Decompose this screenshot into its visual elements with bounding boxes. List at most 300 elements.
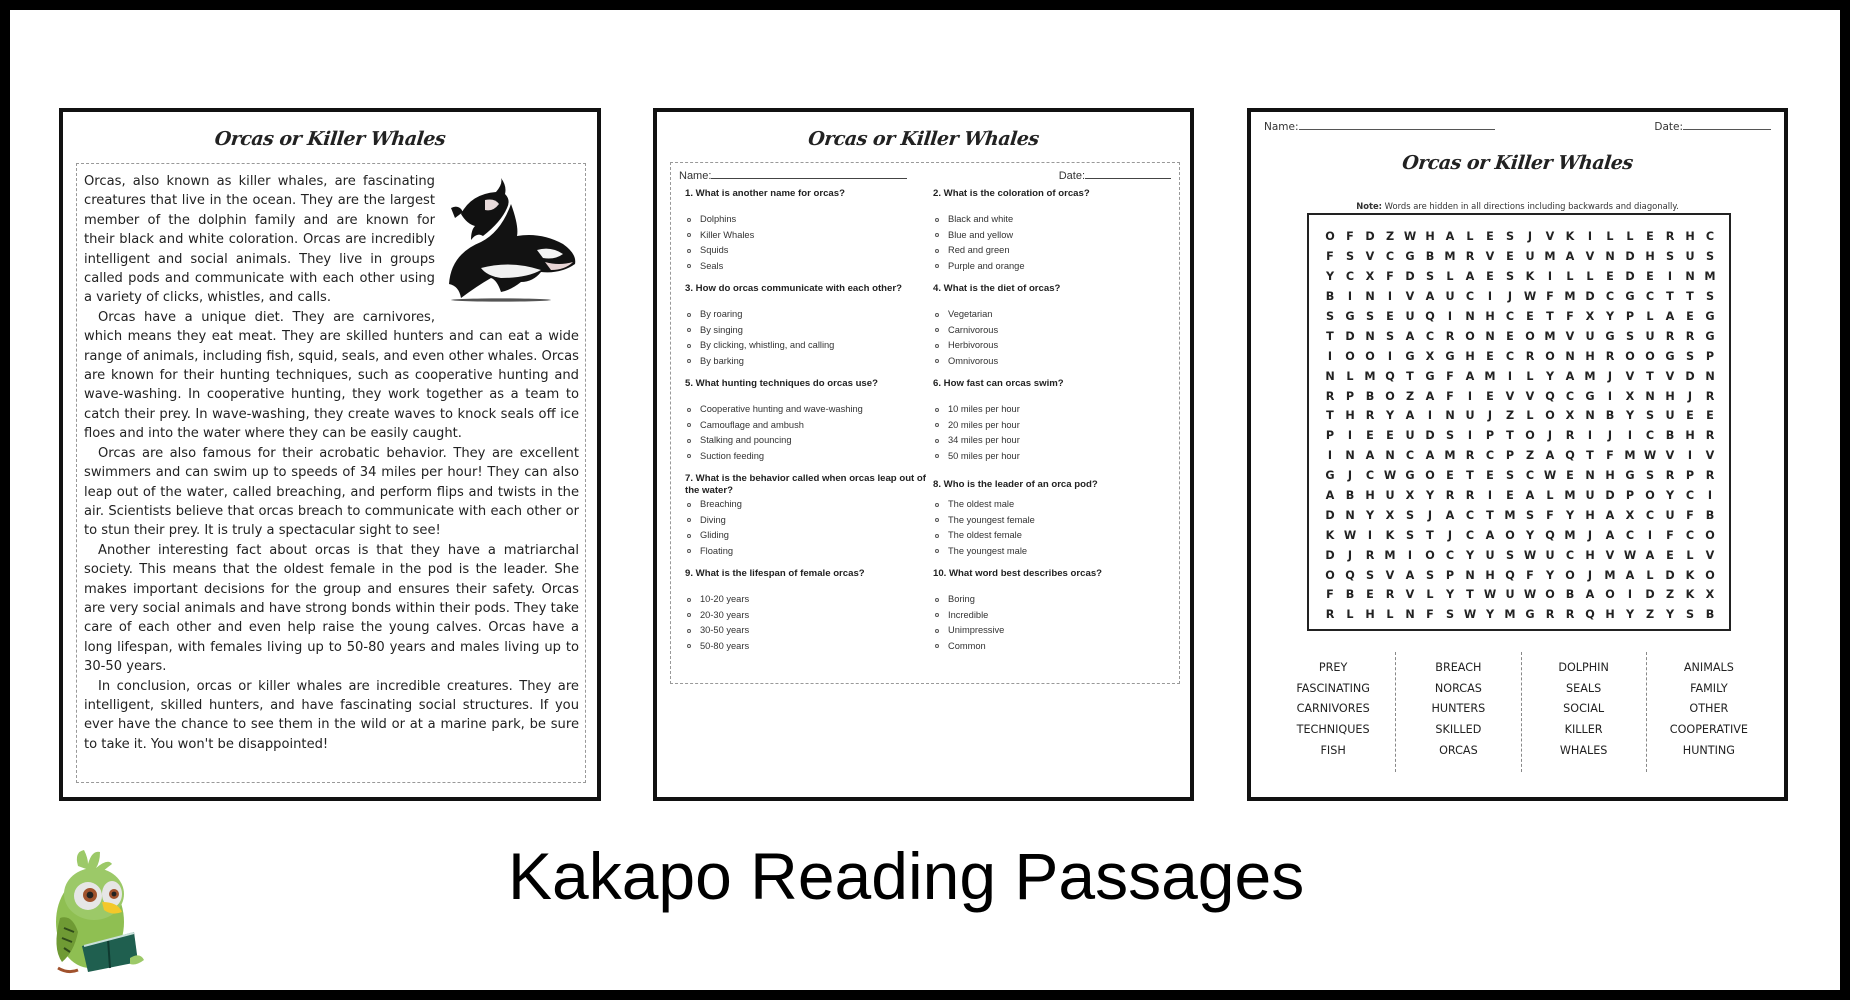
grid-letter: R bbox=[1565, 429, 1575, 443]
grid-letter: Y bbox=[1665, 489, 1675, 503]
question-text: 3. How do orcas communicate with each other? bbox=[685, 283, 902, 294]
grid-letter: H bbox=[1345, 409, 1355, 423]
grid-letter: Y bbox=[1565, 508, 1575, 522]
grid-letter: A bbox=[1565, 250, 1575, 264]
grid-letter: S bbox=[1645, 469, 1655, 483]
grid-letter: R bbox=[1325, 389, 1335, 403]
option bbox=[687, 259, 929, 275]
grid-letter: G bbox=[1325, 469, 1335, 483]
option-text: Breaching bbox=[700, 499, 742, 509]
grid-letter: M bbox=[1364, 369, 1376, 383]
grid-letter: N bbox=[1385, 449, 1395, 463]
option-text: Floating bbox=[700, 545, 734, 556]
grid-letter: W bbox=[1643, 449, 1657, 463]
grid-letter: K bbox=[1385, 528, 1395, 542]
circle-bullet-icon bbox=[687, 218, 691, 222]
grid-letter: D bbox=[1625, 250, 1635, 264]
grid-letter: P bbox=[1705, 349, 1715, 363]
grid-letter: I bbox=[1687, 449, 1693, 463]
passage-text bbox=[84, 172, 579, 754]
grid-letter: Y bbox=[1545, 568, 1555, 582]
circle-bullet-icon bbox=[935, 344, 939, 348]
option bbox=[935, 402, 1177, 418]
grid-letter: D bbox=[1605, 489, 1615, 503]
grid-letter: U bbox=[1665, 508, 1675, 522]
orca-whales-illustration-icon bbox=[441, 174, 579, 304]
grid-letter: G bbox=[1445, 349, 1455, 363]
question-text: 9. What is the lifespan of female orcas? bbox=[685, 568, 865, 579]
grid-letter: N bbox=[1345, 508, 1355, 522]
grid-letter: Y bbox=[1425, 489, 1435, 503]
grid-letter: V bbox=[1365, 250, 1375, 264]
grid-letter: I bbox=[1487, 489, 1493, 503]
option bbox=[935, 259, 1177, 275]
grid-letter: C bbox=[1425, 329, 1435, 343]
grid-letter: E bbox=[1486, 389, 1494, 403]
grid-letter: Y bbox=[1365, 508, 1375, 522]
circle-bullet-icon bbox=[935, 359, 939, 363]
circle-bullet-icon bbox=[687, 644, 691, 648]
passage-paragraph: Orcas are also famous for their acrobatic behavior. They are excellent swimmers and can swim up to speeds of 34 miles per hour! They can also leap out of the water, called breaching, and perform flips and twists in the air. Scientists believe that orcas breach to communicate with each other or to stun their prey. It is truly a spectacular sight to see! bbox=[84, 445, 579, 539]
grid-letter: J bbox=[1687, 389, 1693, 403]
grid-letter: B bbox=[1345, 588, 1355, 602]
grid-letter: S bbox=[1445, 608, 1455, 622]
grid-letter: C bbox=[1345, 270, 1355, 284]
grid-letter: M bbox=[1704, 270, 1716, 284]
grid-letter: S bbox=[1645, 409, 1655, 423]
grid-letter: E bbox=[1506, 489, 1514, 503]
grid-letter: L bbox=[1346, 369, 1354, 383]
circle-bullet-icon bbox=[687, 313, 691, 317]
grid-letter: H bbox=[1585, 548, 1595, 562]
grid-letter: L bbox=[1646, 568, 1654, 582]
grid-letter: E bbox=[1566, 469, 1574, 483]
grid-letter: U bbox=[1525, 250, 1535, 264]
circle-bullet-icon bbox=[935, 408, 939, 412]
option-text: 34 miles per hour bbox=[948, 435, 1020, 445]
grid-letter: C bbox=[1465, 528, 1475, 542]
grid-letter: U bbox=[1665, 409, 1675, 423]
grid-letter: C bbox=[1645, 429, 1655, 443]
circle-bullet-icon bbox=[935, 423, 939, 427]
grid-letter: D bbox=[1405, 270, 1415, 284]
question-text: 2. What is the coloration of orcas? bbox=[933, 188, 1090, 199]
grid-letter: L bbox=[1626, 230, 1634, 244]
grid-letter: M bbox=[1504, 508, 1516, 522]
grid-letter: H bbox=[1585, 508, 1595, 522]
grid-letter: W bbox=[1543, 469, 1557, 483]
word-list-item: ORCAS bbox=[1439, 743, 1478, 757]
wordsearch-title: Orcas or Killer Whales bbox=[1401, 152, 1634, 174]
grid-letter: Y bbox=[1545, 369, 1555, 383]
grid-letter: K bbox=[1685, 568, 1695, 582]
grid-letter: O bbox=[1645, 489, 1655, 503]
grid-letter: W bbox=[1623, 548, 1637, 562]
option bbox=[687, 228, 929, 244]
question bbox=[933, 473, 1177, 559]
grid-letter: C bbox=[1625, 528, 1635, 542]
grid-letter: L bbox=[1426, 588, 1434, 602]
question bbox=[933, 283, 1177, 369]
grid-letter: H bbox=[1585, 349, 1595, 363]
grid-letter: I bbox=[1387, 349, 1393, 363]
grid-letter: S bbox=[1425, 568, 1435, 582]
grid-letter: M bbox=[1604, 568, 1616, 582]
grid-letter: I bbox=[1407, 548, 1413, 562]
grid-letter: E bbox=[1486, 469, 1494, 483]
grid-letter: Y bbox=[1525, 528, 1535, 542]
grid-letter: V bbox=[1405, 290, 1415, 304]
grid-row bbox=[1321, 326, 1719, 346]
grid-letter: J bbox=[1487, 409, 1493, 423]
passage-box bbox=[76, 163, 586, 783]
grid-letter: A bbox=[1525, 489, 1535, 503]
grid-letter: A bbox=[1325, 489, 1335, 503]
question-text: 6. How fast can orcas swim? bbox=[933, 378, 1064, 389]
grid-letter: J bbox=[1507, 290, 1513, 304]
grid-row bbox=[1321, 406, 1719, 426]
grid-row bbox=[1321, 346, 1719, 366]
option bbox=[687, 497, 929, 513]
grid-letter: X bbox=[1425, 349, 1435, 363]
grid-letter: L bbox=[1566, 270, 1574, 284]
grid-letter: M bbox=[1444, 449, 1456, 463]
grid-letter: O bbox=[1465, 329, 1475, 343]
grid-letter: L bbox=[1646, 310, 1654, 323]
grid-letter: R bbox=[1705, 389, 1715, 403]
option-text: 10 miles per hour bbox=[948, 404, 1020, 414]
grid-letter: A bbox=[1405, 329, 1415, 343]
grid-letter: M bbox=[1504, 608, 1516, 622]
grid-letter: A bbox=[1445, 508, 1455, 522]
grid-letter: D bbox=[1365, 230, 1375, 244]
grid-letter: I bbox=[1627, 429, 1633, 443]
grid-letter: Y bbox=[1445, 588, 1455, 602]
grid-letter: W bbox=[1383, 469, 1397, 483]
grid-letter: C bbox=[1705, 230, 1715, 244]
grid-letter: E bbox=[1646, 270, 1654, 284]
grid-letter: C bbox=[1485, 449, 1495, 463]
circle-bullet-icon bbox=[935, 598, 939, 602]
grid-letter: S bbox=[1705, 250, 1715, 264]
grid-letter: A bbox=[1465, 270, 1475, 284]
grid-letter: U bbox=[1585, 489, 1595, 503]
grid-letter: M bbox=[1624, 449, 1636, 463]
grid-letter: Q bbox=[1565, 449, 1575, 463]
grid-row bbox=[1321, 605, 1719, 625]
grid-letter: N bbox=[1365, 329, 1375, 343]
grid-letter: F bbox=[1446, 389, 1454, 403]
option-text: The youngest female bbox=[948, 514, 1035, 525]
grid-letter: E bbox=[1506, 250, 1514, 264]
grid-letter: N bbox=[1465, 568, 1475, 582]
grid-letter: C bbox=[1685, 528, 1695, 542]
option-text: Cooperative hunting and wave-washing bbox=[700, 404, 863, 414]
grid-letter: I bbox=[1647, 528, 1653, 542]
grid-letter: I bbox=[1447, 310, 1453, 323]
grid-letter: H bbox=[1425, 230, 1435, 244]
grid-letter: C bbox=[1565, 548, 1575, 562]
option-text: Purple and orange bbox=[948, 260, 1025, 271]
grid-letter: G bbox=[1625, 290, 1635, 304]
grid-letter: E bbox=[1386, 429, 1394, 443]
grid-letter: P bbox=[1445, 568, 1455, 582]
note-text: Words are hidden in all directions including backwards and diagonally. bbox=[1382, 201, 1679, 211]
grid-letter: L bbox=[1606, 230, 1614, 244]
grid-letter: N bbox=[1405, 608, 1415, 622]
quiz-page bbox=[653, 108, 1194, 801]
grid-letter: L bbox=[1466, 230, 1474, 244]
grid-letter: I bbox=[1507, 369, 1513, 383]
grid-letter: T bbox=[1326, 409, 1334, 423]
option-text: Squids bbox=[700, 245, 729, 255]
grid-letter: Y bbox=[1625, 608, 1635, 622]
grid-letter: D bbox=[1425, 429, 1435, 443]
grid-letter: N bbox=[1325, 369, 1335, 383]
grid-letter: H bbox=[1665, 389, 1675, 403]
grid-row bbox=[1321, 366, 1719, 386]
word-list-item: FASCINATING bbox=[1296, 681, 1370, 695]
brand-title: Kakapo Reading Passages bbox=[508, 839, 1305, 913]
grid-letter: K bbox=[1685, 588, 1695, 602]
option bbox=[687, 402, 929, 418]
grid-letter: B bbox=[1425, 250, 1435, 264]
grid-letter: A bbox=[1465, 369, 1475, 383]
question-text: 8. Who is the leader of an orca pod? bbox=[933, 479, 1098, 490]
grid-letter: K bbox=[1325, 528, 1335, 542]
grid-letter: D bbox=[1325, 548, 1335, 562]
grid-letter: M bbox=[1564, 489, 1576, 503]
grid-letter: I bbox=[1327, 449, 1333, 463]
grid-letter: I bbox=[1387, 290, 1393, 304]
option bbox=[935, 212, 1177, 228]
grid-letter: S bbox=[1665, 250, 1675, 264]
grid-letter: V bbox=[1665, 369, 1675, 383]
option bbox=[935, 592, 1177, 608]
grid-letter: V bbox=[1625, 369, 1635, 383]
grid-letter: I bbox=[1607, 389, 1613, 403]
grid-letter: V bbox=[1545, 230, 1555, 244]
grid-letter: O bbox=[1325, 568, 1335, 582]
circle-bullet-icon bbox=[687, 613, 691, 617]
grid-letter: A bbox=[1365, 449, 1375, 463]
word-search-grid bbox=[1307, 213, 1731, 631]
date-label: Date: bbox=[1654, 121, 1683, 133]
grid-letter: Y bbox=[1485, 608, 1495, 622]
circle-bullet-icon bbox=[687, 454, 691, 458]
grid-letter: Z bbox=[1665, 588, 1675, 602]
grid-letter: G bbox=[1705, 310, 1715, 323]
grid-letter: P bbox=[1625, 310, 1635, 323]
option bbox=[935, 608, 1177, 624]
question-text: 5. What hunting techniques do orcas use? bbox=[685, 378, 878, 389]
grid-letter: S bbox=[1365, 568, 1375, 582]
grid-letter: N bbox=[1645, 389, 1655, 403]
word-list-item: BREACH bbox=[1435, 661, 1482, 674]
word-list-item: COOPERATIVE bbox=[1669, 723, 1748, 737]
grid-letter: C bbox=[1505, 310, 1515, 323]
grid-letter: O bbox=[1505, 528, 1515, 542]
grid-letter: H bbox=[1465, 349, 1475, 363]
circle-bullet-icon bbox=[935, 518, 939, 522]
grid-letter: N bbox=[1705, 369, 1715, 383]
grid-letter: H bbox=[1485, 310, 1495, 323]
option bbox=[935, 449, 1177, 465]
grid-letter: F bbox=[1386, 270, 1394, 284]
grid-letter: F bbox=[1686, 508, 1694, 522]
grid-letter: O bbox=[1605, 588, 1615, 602]
grid-letter: V bbox=[1385, 568, 1395, 582]
option-text: Red and green bbox=[948, 245, 1010, 255]
circle-bullet-icon bbox=[687, 249, 691, 253]
question bbox=[933, 188, 1177, 274]
circle-bullet-icon bbox=[935, 454, 939, 458]
grid-letter: B bbox=[1365, 389, 1375, 403]
option bbox=[687, 418, 929, 434]
option bbox=[687, 338, 929, 354]
circle-bullet-icon bbox=[687, 423, 691, 427]
grid-letter: O bbox=[1705, 528, 1715, 542]
grid-letter: X bbox=[1405, 489, 1415, 503]
grid-letter: U bbox=[1585, 329, 1595, 343]
option bbox=[935, 228, 1177, 244]
grid-letter: D bbox=[1685, 369, 1695, 383]
grid-row bbox=[1321, 585, 1719, 605]
option bbox=[687, 243, 929, 259]
grid-letter: I bbox=[1587, 429, 1593, 443]
grid-row bbox=[1321, 545, 1719, 565]
grid-letter: G bbox=[1665, 349, 1675, 363]
grid-letter: S bbox=[1385, 329, 1395, 343]
option bbox=[687, 449, 929, 465]
question bbox=[685, 473, 929, 559]
option bbox=[935, 243, 1177, 259]
grid-letter: R bbox=[1665, 469, 1675, 483]
grid-letter: F bbox=[1326, 588, 1334, 602]
grid-letter: H bbox=[1685, 230, 1695, 244]
passage-paragraph: Orcas have a unique diet. They are carnivores, which means they eat meat. They are skilled hunters and can eat a wide range of animals, including fish, squid, seals, and even other whales. Orcas are known for their hunting techniques, such as cooperative hunting and wave-washing. In cooperative hunting, they work together as a team to catch their prey. In wave-washing, they create waves to knock seals off ice floes and into the water where they can be easily caught. bbox=[84, 309, 579, 442]
word-search-page bbox=[1247, 108, 1788, 801]
grid-letter: J bbox=[1427, 508, 1433, 522]
grid-letter: S bbox=[1505, 230, 1515, 244]
grid-row bbox=[1321, 565, 1719, 585]
word-list-item: HUNTING bbox=[1682, 743, 1735, 757]
grid-letter: X bbox=[1565, 409, 1575, 423]
option-text: Black and white bbox=[948, 214, 1014, 224]
grid-letter: U bbox=[1545, 548, 1555, 562]
grid-letter: Q bbox=[1425, 310, 1435, 323]
grid-letter: A bbox=[1605, 528, 1615, 542]
grid-letter: I bbox=[1347, 429, 1353, 443]
option bbox=[687, 623, 929, 639]
option-text: 30-50 years bbox=[700, 625, 750, 635]
word-list-item: SOCIAL bbox=[1563, 702, 1605, 716]
circle-bullet-icon bbox=[687, 534, 691, 538]
grid-letter: X bbox=[1705, 588, 1715, 602]
grid-letter: Z bbox=[1525, 449, 1535, 463]
grid-row bbox=[1321, 426, 1719, 446]
grid-letter: J bbox=[1587, 528, 1593, 542]
circle-bullet-icon bbox=[687, 439, 691, 443]
grid-letter: A bbox=[1565, 369, 1575, 383]
circle-bullet-icon bbox=[935, 439, 939, 443]
option-text: 50-80 years bbox=[700, 640, 750, 651]
date-label: Date: bbox=[1058, 170, 1085, 182]
quiz-title: Orcas or Killer Whales bbox=[807, 128, 1040, 150]
grid-letter: A bbox=[1425, 290, 1435, 304]
grid-letter: R bbox=[1525, 349, 1535, 363]
circle-bullet-icon bbox=[935, 549, 939, 553]
word-list-item: ANIMALS bbox=[1683, 661, 1734, 674]
circle-bullet-icon bbox=[687, 549, 691, 553]
option bbox=[935, 307, 1177, 323]
grid-letter: M bbox=[1544, 250, 1556, 264]
quiz-questions bbox=[679, 188, 1171, 663]
grid-letter: E bbox=[1486, 230, 1494, 244]
grid-letter: O bbox=[1325, 230, 1335, 244]
circle-bullet-icon bbox=[687, 503, 691, 507]
question bbox=[685, 283, 929, 369]
grid-row bbox=[1321, 525, 1719, 545]
grid-letter: R bbox=[1385, 588, 1395, 602]
grid-row bbox=[1321, 247, 1719, 267]
grid-letter: C bbox=[1505, 349, 1515, 363]
grid-letter: D bbox=[1325, 508, 1335, 522]
grid-letter: A bbox=[1645, 548, 1655, 562]
grid-letter: I bbox=[1487, 290, 1493, 304]
grid-letter: I bbox=[1667, 270, 1673, 284]
grid-letter: R bbox=[1605, 349, 1615, 363]
grid-letter: B bbox=[1325, 290, 1335, 304]
name-label: Name: bbox=[679, 170, 712, 182]
grid-letter: H bbox=[1645, 250, 1655, 264]
grid-letter: T bbox=[1586, 449, 1594, 463]
option-text: The oldest male bbox=[948, 499, 1015, 509]
word-list-item: FAMILY bbox=[1690, 681, 1728, 695]
grid-letter: O bbox=[1565, 568, 1575, 582]
question-text: 4. What is the diet of orcas? bbox=[933, 283, 1061, 294]
grid-letter: E bbox=[1606, 270, 1614, 284]
circle-bullet-icon bbox=[935, 629, 939, 633]
option-text: By barking bbox=[700, 355, 744, 366]
grid-letter: I bbox=[1467, 429, 1473, 443]
option-text: Camouflage and ambush bbox=[700, 419, 804, 430]
grid-letter: S bbox=[1365, 310, 1375, 323]
word-list-item: SEALS bbox=[1566, 681, 1602, 695]
circle-bullet-icon bbox=[687, 328, 691, 332]
grid-row bbox=[1321, 307, 1719, 327]
grid-letter: Q bbox=[1385, 369, 1395, 383]
option bbox=[935, 338, 1177, 354]
grid-letter: V bbox=[1665, 449, 1675, 463]
grid-letter: L bbox=[1386, 608, 1394, 622]
grid-letter: H bbox=[1605, 608, 1615, 622]
grid-letter: O bbox=[1545, 409, 1555, 423]
circle-bullet-icon bbox=[687, 598, 691, 602]
grid-letter: Y bbox=[1385, 409, 1395, 423]
grid-letter: I bbox=[1427, 409, 1433, 423]
grid-letter: V bbox=[1485, 250, 1495, 264]
grid-letter: G bbox=[1405, 250, 1415, 264]
grid-row bbox=[1321, 446, 1719, 466]
option-text: By roaring bbox=[700, 309, 743, 319]
grid-letter: T bbox=[1666, 290, 1674, 304]
grid-letter: Y bbox=[1625, 409, 1635, 423]
grid-letter: F bbox=[1526, 568, 1534, 582]
option-text: Stalking and pouncing bbox=[700, 435, 792, 445]
grid-letter: X bbox=[1365, 270, 1375, 284]
grid-letter: S bbox=[1505, 548, 1515, 562]
